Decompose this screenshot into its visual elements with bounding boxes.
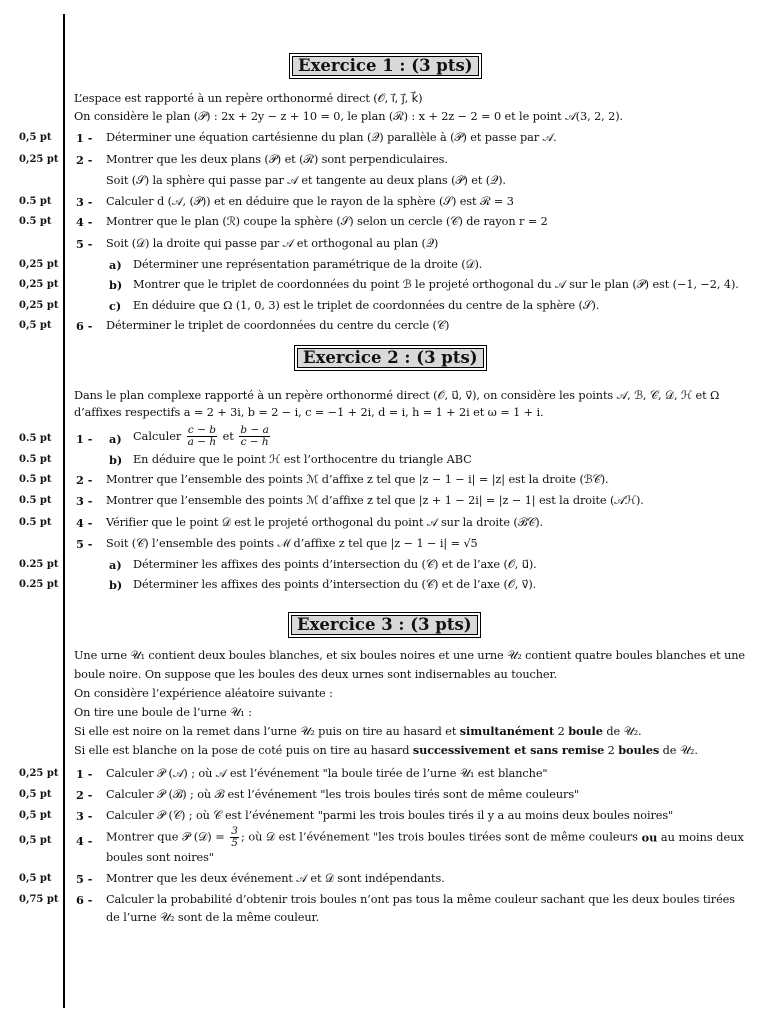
ex2-q1a-formula	[133, 425, 272, 448]
question-text: Calculer 𝒫 (𝒞) ; où 𝒞 est l’événement "parmi les trois boules tirés il y a au moins deux boules noires"	[106, 809, 674, 822]
fraction-3-den: 5	[231, 837, 238, 849]
question-points: 0,5 pt	[19, 132, 52, 143]
question-points: 0,5 pt	[19, 320, 52, 331]
ex3-q4-c: au moins deux	[657, 831, 744, 844]
question-number: b)	[109, 278, 123, 292]
question-points: 0,25 pt	[19, 768, 59, 779]
ex2-q1a-label: a)	[109, 432, 122, 446]
question-points: 0,5 pt	[19, 789, 52, 800]
question-text: Vérifier que le point 𝒟 est le projeté orthogonal du point 𝒜 sur la droite (ℬ𝒞).	[106, 516, 544, 529]
question-text: Montrer que le plan (ℛ) coupe la sphère (𝒮) selon un cercle (𝒞) de rayon r = 2	[106, 215, 548, 228]
ex3-rule-1-d: boule	[568, 724, 603, 738]
question-number: a)	[109, 558, 122, 572]
ex2-q1-number: 1 -	[76, 432, 93, 446]
ex2-q1a-calc: Calculer	[133, 430, 182, 443]
question-points: 0,25 pt	[19, 279, 59, 290]
question-number: 3 -	[76, 494, 93, 508]
ex3-q4-text	[106, 826, 744, 849]
question-text: Soit (𝒟) la droite qui passe par 𝒜 et orthogonal au plan (𝒬)	[106, 237, 439, 250]
ex3-intro-3: On considère l’expérience aléatoire suivante :	[74, 687, 333, 700]
question-number: 1 -	[76, 131, 93, 145]
fraction-3	[230, 826, 239, 849]
ex1-intro-1: L’espace est rapporté à un repère orthonormé direct (𝒪, i⃗, j⃗, k⃗)	[74, 92, 423, 105]
question-text: Déterminer le triplet de coordonnées du centre du cercle (𝒞)	[106, 319, 450, 332]
question-points: 0,25 pt	[19, 300, 59, 311]
ex2-q1a-et: et	[222, 430, 234, 443]
question-text: Déterminer une représentation paramétrique de la droite (𝒟).	[133, 258, 483, 271]
ex3-rule-1-b: simultanément	[459, 724, 555, 738]
question-points: 0.5 pt	[19, 454, 52, 465]
ex3-q4-points: 0,5 pt	[19, 835, 52, 846]
question-points: 0.5 pt	[19, 495, 52, 506]
ex3-q4-b: ; où 𝒟 est l’événement "les trois boules tirées sont de même couleurs	[240, 830, 642, 844]
question-number: 3 -	[76, 809, 93, 823]
question-number: 6 -	[76, 319, 93, 333]
question-number: 1 -	[76, 767, 93, 781]
question-points: 0.5 pt	[19, 517, 52, 528]
question-text: Soit (𝒮) la sphère qui passe par 𝒜 et tangente au deux plans (𝒫) et (𝒬).	[106, 174, 506, 187]
question-points: 0.25 pt	[19, 579, 59, 590]
exercise-1-title: Exercice 1 : (3 pts)	[289, 53, 482, 79]
ex3-rule-2-b: successivement et sans remise	[412, 743, 605, 757]
ex3-q6-text-1: Calculer la probabilité d’obtenir trois boules n’ont pas tous la même couleur sachant que les deux boules tirées	[106, 893, 735, 906]
question-number: a)	[109, 258, 122, 272]
question-text: En déduire que Ω (1, 0, 3) est le triplet de coordonnées du centre de la sphère (𝒮).	[133, 299, 600, 312]
ex3-q5-number: 5 -	[76, 872, 93, 886]
question-text: Montrer que les deux plans (𝒫) et (ℛ) sont perpendiculaires.	[106, 153, 448, 166]
ex3-q6-points: 0,75 pt	[19, 894, 59, 905]
question-points: 0.5 pt	[19, 196, 52, 207]
ex3-rule-2-d: boules	[618, 743, 660, 757]
fraction-2	[239, 425, 269, 448]
question-text: Déterminer les affixes des points d’intersection du (𝒞) et de l’axe (𝒪, v⃗).	[133, 578, 537, 591]
ex3-rule-2-c: 2	[604, 744, 619, 757]
question-number: 2 -	[76, 473, 93, 487]
question-points: 0.25 pt	[19, 559, 59, 570]
question-text: Montrer que l’ensemble des points ℳ d’affixe z tel que |z + 1 − 2i| = |z − 1| est la droite (𝒜ℋ).	[106, 494, 644, 507]
ex2-intro-2: d’affixes respectifs a = 2 + 3i, b = 2 − i, c = −1 + 2i, d = i, h = 1 + 2i et ω = 1 + i.	[74, 406, 544, 419]
ex2-intro-1: Dans le plan complexe rapporté à un repère orthonormé direct (𝒪, u⃗, v⃗), on considère les points 𝒜, ℬ, 𝒞, 𝒟, ℋ et Ω	[74, 389, 720, 402]
ex3-q4-d: boules sont noires"	[106, 851, 214, 864]
question-number: b)	[109, 578, 123, 592]
fraction-2-num: b − a	[240, 424, 269, 436]
fraction-1-den: a − h	[187, 436, 217, 448]
ex3-rule-1-a: Si elle est noire on la remet dans l’urne 𝒰₂ puis on tire au hasard et	[74, 725, 460, 738]
ex3-q4-number: 4 -	[76, 834, 93, 848]
question-text: Calculer 𝒫 (ℬ) ; où ℬ est l’événement "les trois boules tirés sont de même couleurs"	[106, 788, 580, 801]
ex3-intro-4: On tire une boule de l’urne 𝒰₁ :	[74, 706, 252, 719]
ex3-rule-2	[74, 743, 698, 758]
question-text: Calculer 𝒫 (𝒜) ; où 𝒜 est l’événement "la boule tirée de l’urne 𝒰₁ est blanche"	[106, 767, 548, 780]
margin-rule	[63, 14, 65, 1008]
question-points: 0,25 pt	[19, 259, 59, 270]
ex3-rule-1-c: 2	[554, 725, 569, 738]
question-points: 0.5 pt	[19, 216, 52, 227]
exercise-2-title: Exercice 2 : (3 pts)	[294, 345, 487, 371]
ex3-q6-number: 6 -	[76, 893, 93, 907]
fraction-2-den: c − h	[240, 436, 269, 448]
ex3-q4-ou: ou	[641, 830, 658, 845]
ex3-rule-1	[74, 724, 642, 739]
question-points: 0,5 pt	[19, 810, 52, 821]
question-number: 4 -	[76, 215, 93, 229]
question-number: 2 -	[76, 788, 93, 802]
question-text: Soit (𝒞) l’ensemble des points ℳ d’affixe z tel que |z − 1 − i| = √5	[106, 537, 478, 550]
question-text: Calculer d (𝒜, (𝒫)) et en déduire que le rayon de la sphère (𝒮) est ℛ = 3	[106, 195, 514, 208]
question-number: 4 -	[76, 516, 93, 530]
question-number: 3 -	[76, 195, 93, 209]
question-text: Montrer que le triplet de coordonnées du point ℬ le projeté orthogonal du 𝒜 sur le plan (𝒫) est (−1, −2, 4).	[133, 278, 739, 291]
fraction-1	[187, 425, 217, 448]
ex3-intro-1: Une urne 𝒰₁ contient deux boules blanches, et six boules noires et une urne 𝒰₂ contient quatre boules blanches et une	[74, 649, 746, 662]
ex3-intro-2: boule noire. On suppose que les boules des deux urnes sont indisernables au toucher.	[74, 668, 558, 681]
question-points: 0.5 pt	[19, 474, 52, 485]
ex3-rule-2-e: de 𝒰₂.	[659, 744, 698, 757]
question-text: Montrer que l’ensemble des points ℳ d’affixe z tel que |z − 1 − i| = |z| est la droite (ℬ𝒞).	[106, 473, 609, 486]
ex3-q5-points: 0,5 pt	[19, 873, 52, 884]
question-number: 2 -	[76, 153, 93, 167]
question-number: b)	[109, 453, 123, 467]
question-text: En déduire que le point ℋ est l’orthocentre du triangle ABC	[133, 453, 472, 466]
question-text: Déterminer les affixes des points d’intersection du (𝒞) et de l’axe (𝒪, u⃗).	[133, 558, 537, 571]
question-number: c)	[109, 299, 122, 313]
ex3-rule-2-a: Si elle est blanche on la pose de coté puis on tire au hasard	[74, 744, 413, 757]
ex1-intro-2: On considère le plan (𝒫) : 2x + 2y − z + 10 = 0, le plan (ℛ) : x + 2z − 2 = 0 et le point 𝒜(3, 2, 2).	[74, 110, 624, 123]
question-number: 5 -	[76, 237, 93, 251]
ex2-q1-points: 0.5 pt	[19, 433, 52, 444]
ex3-rule-1-e: de 𝒰₂.	[602, 725, 642, 738]
question-points: 0,25 pt	[19, 154, 59, 165]
fraction-3-num: 3	[231, 825, 238, 837]
ex3-q6-text-2: de l’urne 𝒰₂ sont de la même couleur.	[106, 911, 320, 924]
exercise-3-title: Exercice 3 : (3 pts)	[288, 612, 481, 638]
fraction-1-num: c − b	[187, 424, 216, 436]
question-number: 5 -	[76, 537, 93, 551]
ex3-q4-a: Montrer que 𝒫 (𝒟) =	[106, 830, 225, 844]
question-text: Déterminer une équation cartésienne du plan (𝒬) parallèle à (𝒫) et passe par 𝒜.	[106, 131, 557, 144]
ex3-q5-text: Montrer que les deux événement 𝒜 et 𝒟 sont indépendants.	[106, 872, 445, 885]
